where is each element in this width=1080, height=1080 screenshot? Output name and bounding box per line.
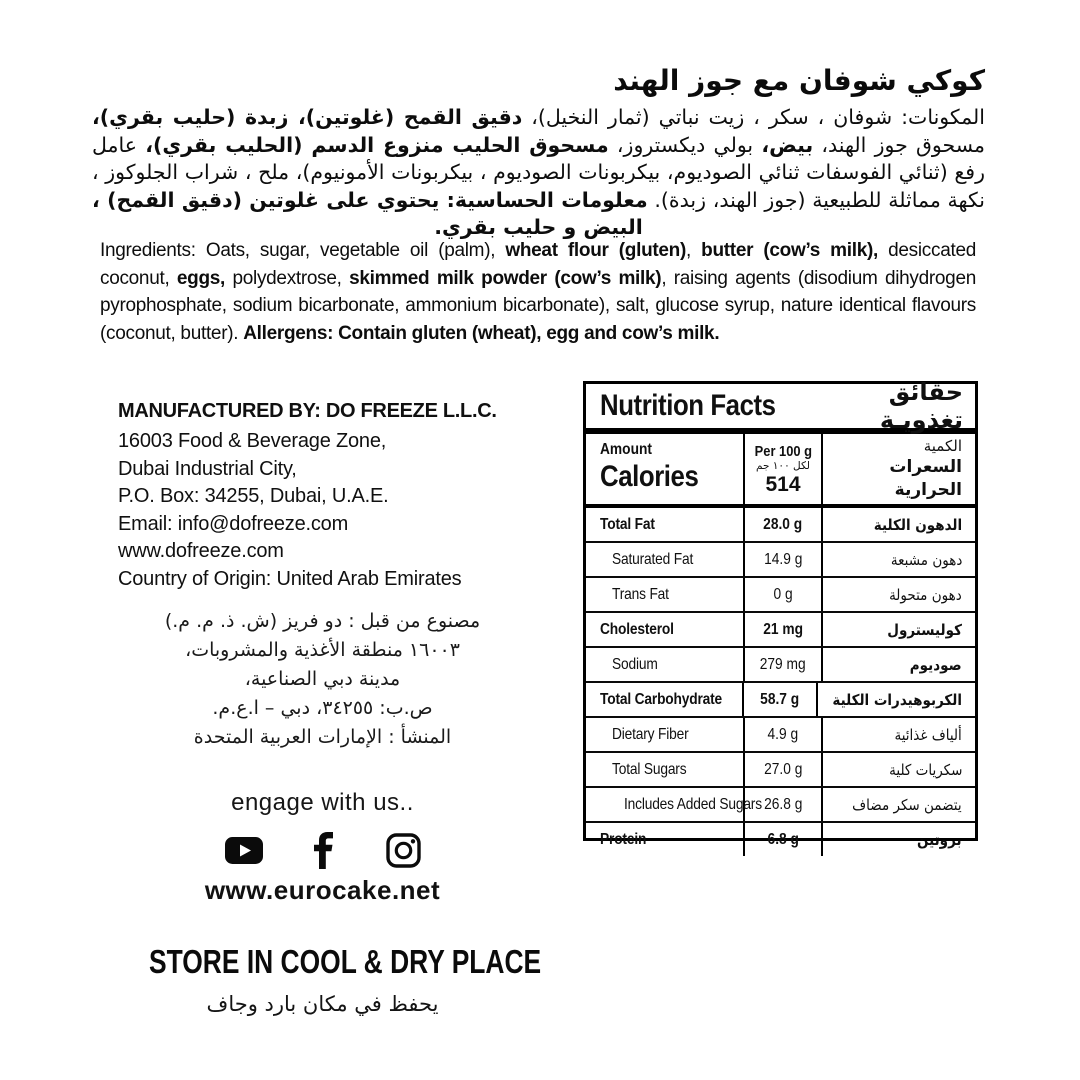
storage-instruction-ar: يحفظ في مكان بارد وجاف bbox=[206, 992, 439, 1016]
engage-text: engage with us.. bbox=[231, 789, 414, 816]
text-line: المنشأ : الإمارات العربية المتحدة bbox=[193, 726, 452, 748]
text-line: ١٦٠٠٣ منطقة الأغذية والمشروبات، bbox=[185, 639, 460, 661]
nutrient-label-cell: Protein bbox=[600, 830, 647, 848]
calories-label-ar: السعرات الحرارية bbox=[889, 457, 962, 500]
manufacturer-address bbox=[118, 428, 545, 593]
amount-label-ar: الكمية bbox=[923, 437, 962, 455]
text-line: ص.ب: ٣٤٢٥٥، دبي – ا.ع.م. bbox=[212, 697, 433, 719]
nutrient-value-cell: 21 mg bbox=[743, 613, 821, 646]
nutrition-title-ar: حقائق تغذويـة bbox=[879, 378, 963, 434]
nutrient-label-cell: Includes Added Sugars bbox=[624, 795, 762, 813]
calories-label-cell bbox=[586, 434, 743, 504]
nutrient-value-cell: 28.0 g bbox=[743, 508, 821, 541]
text-line: 16003 Food & Beverage Zone, bbox=[118, 430, 387, 452]
nutrient-label-cell: Sodium bbox=[612, 655, 658, 673]
nutrition-row bbox=[586, 751, 975, 786]
text-line: Email: info@dofreeze.com bbox=[118, 512, 349, 535]
per-100g-label-ar: لكل ١٠٠ جم bbox=[755, 459, 811, 472]
nutrient-value-cell: 58.7 g bbox=[742, 683, 816, 716]
nutrient-label-cell: Saturated Fat bbox=[612, 550, 694, 568]
nutrient-label-cell-ar: الدهون الكلية bbox=[821, 508, 975, 541]
text-line: P.O. Box: 34255, Dubai, U.A.E. bbox=[118, 485, 389, 507]
nutrient-value-cell: 26.8 g bbox=[743, 788, 821, 821]
nutrition-title-row bbox=[586, 378, 975, 434]
product-title: كوكي شوفان مع جوز الهند bbox=[613, 64, 985, 97]
nutrition-table bbox=[583, 378, 978, 849]
instagram-icon bbox=[386, 833, 421, 868]
nutrition-row bbox=[586, 821, 975, 856]
calories-label-en: Calories bbox=[600, 460, 699, 493]
youtube-icon bbox=[225, 837, 263, 864]
nutrient-label-cell-ar: بروتين bbox=[821, 823, 975, 856]
manufacturer-heading: MANUFACTURED BY: DO FREEZE L.L.C. bbox=[118, 400, 497, 422]
facebook-icon bbox=[314, 832, 334, 869]
left-column bbox=[100, 398, 545, 1019]
nutrient-label-cell: Cholesterol bbox=[600, 620, 674, 638]
nutrient-label-cell-ar: صوديوم bbox=[821, 648, 975, 681]
website-url: www.eurocake.net bbox=[204, 875, 441, 905]
ingredients-english: Ingredients: Oats, sugar, vegetable oil (palm), wheat flour (gluten), butter (cow’s milk), desiccated coconut, eggs, polydextrose, skimmed milk powder (cow’s milk), raising agents (disodium dihydrogen pyrophosphate, sodium bicarbonate, ammonium bicarbonate), salt, glucose syrup, nature identical flavours (coconut, butter). Allergens: Contain gluten (wheat), egg and cow’s milk. bbox=[100, 240, 976, 344]
calories-value-cell bbox=[743, 434, 821, 504]
calories-label-cell-ar bbox=[821, 434, 975, 504]
nutrient-label-cell-ar: دهون مشبعة bbox=[821, 543, 975, 576]
nutrient-label-cell-ar: ألياف غذائية bbox=[821, 718, 975, 751]
text-line: مدينة دبي الصناعية، bbox=[244, 668, 401, 690]
social-icons-row bbox=[225, 832, 421, 868]
nutrition-title-en: Nutrition Facts bbox=[600, 389, 776, 422]
nutrient-label-cell: Total Carbohydrate bbox=[600, 690, 723, 708]
nutrition-row bbox=[586, 508, 975, 541]
nutrient-value-cell: 4.9 g bbox=[743, 718, 821, 751]
nutrition-row bbox=[586, 716, 975, 751]
calories-value: 514 bbox=[765, 472, 801, 496]
nutrient-label-cell: Trans Fat bbox=[612, 585, 669, 603]
nutrient-value-cell: 27.0 g bbox=[743, 753, 821, 786]
nutrient-label-cell-ar: كوليسترول bbox=[821, 613, 975, 646]
calories-row bbox=[586, 434, 975, 504]
nutrient-label-cell: Total Sugars bbox=[612, 760, 687, 778]
nutrition-row bbox=[586, 576, 975, 611]
nutrient-label-cell-ar: الكربوهيدرات الكلية bbox=[816, 683, 975, 716]
ingredients-arabic: المكونات: شوفان ، سكر ، زيت نباتي (ثمار النخيل)، دقيق القمح (غلوتين)، زبدة (حليب بقري)، مسحوق جوز الهند، بيض، بولي ديكستروز، مسحوق الحليب منزوع الدسم (الحليب بقري)، عامل رفع (ثنائي الفوسفات ثنائي الصوديوم، بيكربونات الصوديوم ، بيكربونات الأمونيوم)، ملح ، شراب الجلوكوز ، نكهة مماثلة للطبيعية (جوز الهند، زبدة). معلومات الحساسية: يحتوي على غلوتين (دقيق القمح) ، البيض و حليب بقري. bbox=[92, 105, 985, 239]
nutrition-row bbox=[586, 786, 975, 821]
nutrient-value-cell: 14.9 g bbox=[743, 543, 821, 576]
nutrient-label-cell-ar: سكريات كلية bbox=[821, 753, 975, 786]
per-100g-label-en: Per 100 g bbox=[754, 442, 812, 460]
nutrient-value-cell: 279 mg bbox=[743, 648, 821, 681]
text-line: Dubai Industrial City, bbox=[118, 457, 297, 480]
nutrition-row bbox=[586, 681, 975, 716]
text-line: Country of Origin: United Arab Emirates bbox=[118, 567, 462, 590]
nutrient-label-cell: Total Fat bbox=[600, 515, 655, 533]
nutrition-row bbox=[586, 611, 975, 646]
nutrition-row bbox=[586, 646, 975, 681]
nutrient-label-cell: Dietary Fiber bbox=[612, 725, 689, 743]
nutrition-rows bbox=[586, 508, 975, 856]
text-line: www.dofreeze.com bbox=[118, 540, 284, 562]
nutrient-label-cell-ar: يتضمن سكر مضاف bbox=[821, 788, 975, 821]
nutrition-row bbox=[586, 541, 975, 576]
nutrient-label-cell-ar: دهون متحولة bbox=[821, 578, 975, 611]
storage-instruction-en: STORE IN COOL & DRY PLACE bbox=[149, 943, 542, 980]
nutrient-value-cell: 6.8 g bbox=[743, 823, 821, 856]
manufacturer-address-arabic bbox=[100, 607, 545, 752]
storage-instruction-wrap bbox=[100, 944, 545, 987]
text-line: مصنوع من قبل : دو فريز (ش. ذ. م. م.) bbox=[164, 610, 481, 632]
nutrient-value-cell: 0 g bbox=[743, 578, 821, 611]
amount-label-en: Amount bbox=[600, 441, 652, 458]
